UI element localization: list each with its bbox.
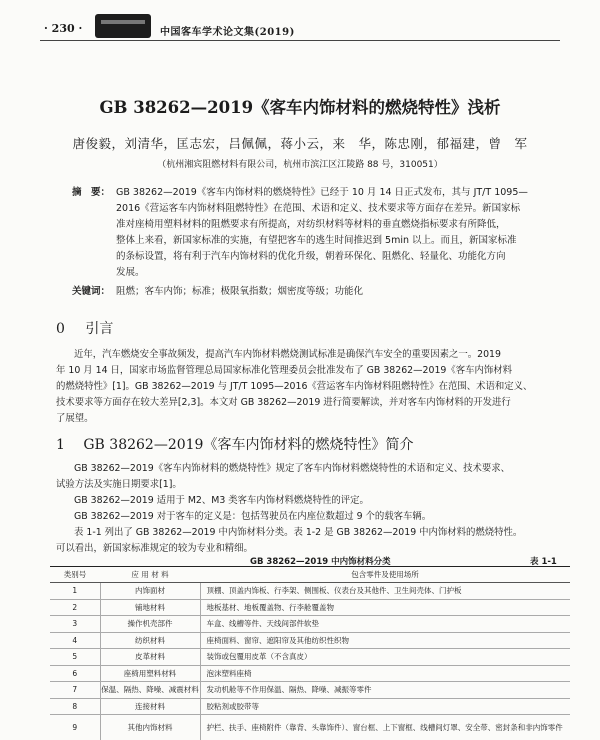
abstract-line: 的条标设置，将有利于汽车内饰材料的优化升级，朝着环保化、阻燃化、轻量化、功能化方向 <box>116 251 506 262</box>
section-title: 引言 <box>85 321 114 337</box>
table-cell: 发动机舱等不作用保温、隔热、降噪、减振等零件 <box>200 682 570 699</box>
table-row <box>50 583 570 600</box>
paragraph-line: 可以看出，新国家标准规定的较为专业和精细。 <box>56 543 253 554</box>
table-cell: 泡沫塑料座椅 <box>200 665 570 682</box>
affiliation: （杭州湘宾阻燃材料有限公司，杭州市滨江区江陵路 88 号，310051） <box>157 160 443 170</box>
paragraph-line: 近年，汽车燃烧安全事故频发，提高汽车内饰材料燃烧测试标准是确保汽车安全的重要因素之一。2019 <box>74 349 501 360</box>
table-row <box>50 616 570 633</box>
section-1-heading <box>56 434 413 454</box>
section-number: 0 <box>56 321 65 337</box>
section-title: GB 38262—2019《客车内饰材料的燃烧特性》简介 <box>83 437 414 453</box>
table-cell: 护栏、扶手、座椅附件（靠背、头靠饰件）、窗台框、上下窗框、线槽间灯罩、安全带、密封条和非内饰零件 <box>200 715 570 740</box>
table-cell: 顶棚、顶盖内饰板、行李架、侧围板、仪表台及其他件、卫生间壳体、门护板 <box>200 583 570 600</box>
paragraph-line: 年 10 月 14 日，国家市场监督管理总局国家标准化管理委员会批准发布了 GB 38262—2019《客车内饰材料 <box>56 365 512 376</box>
paragraph-line: GB 38262—2019 适用于 M2、M3 类客车内饰材料燃烧特性的评定。 <box>74 495 369 506</box>
keywords: 阻燃；客车内饰；标准；极限氧指数；烟密度等级；功能化 <box>116 286 364 297</box>
paragraph-line: 表 1-1 列出了 GB 38262—2019 中内饰材料分类。表 1-2 是 GB 38262—2019 中内饰材料的燃烧特性。 <box>74 527 523 538</box>
paragraph-line: 技术要求等方面存在较大差异[2,3]。本文对 GB 38262—2019 进行简要解读，并对客车内饰材料的开发进行 <box>56 397 511 408</box>
paragraph-line: GB 38262—2019 对于客车的定义是：包括驾驶员在内座位数超过 9 个的载客车辆。 <box>74 511 432 522</box>
table-cell: 座椅用塑料材料 <box>100 665 200 682</box>
header-rule <box>40 40 560 41</box>
abstract-line: 整体上来看，新国家标准的实施，有望把客车的逃生时间推迟到 5min 以上。而且，新国家标准 <box>116 235 517 246</box>
paragraph-line: 的燃烧特性》[1]。GB 38262—2019 与 JT/T 1095—2016《营运客车内饰材料阻燃特性》在范围、术语和定义、 <box>56 381 533 392</box>
article-title: GB 38262—2019《客车内饰材料的燃烧特性》浅析 <box>99 98 501 117</box>
table-cell: 连接材料 <box>100 698 200 715</box>
page-number: · 230 · <box>44 22 83 35</box>
table-cell: 5 <box>50 649 100 666</box>
table-cell: 装饰或包覆用皮革（不含真皮） <box>200 649 570 666</box>
column-header: 包含零件及使用场所 <box>200 567 570 583</box>
abstract-line: GB 38262—2019《客车内饰材料的燃烧特性》已经于 10 月 14 日正式发布，其与 JT/T 1095— <box>116 187 528 198</box>
table-cell: 地板基材、地板覆盖物、行李舱覆盖物 <box>200 599 570 616</box>
paragraph-line: 了展望。 <box>56 413 94 424</box>
table-row <box>50 682 570 699</box>
table-cell: 4 <box>50 632 100 649</box>
column-header: 应 用 材 料 <box>100 567 200 583</box>
keywords-label: 关键词： <box>72 286 111 297</box>
table-cell: 操作机壳部件 <box>100 616 200 633</box>
table-number: 表 1-1 <box>530 557 557 567</box>
table-row <box>50 649 570 666</box>
table-cell: 铺地材料 <box>100 599 200 616</box>
table-row <box>50 599 570 616</box>
table-cell: 保温、隔热、降噪、减震材料 <box>100 682 200 699</box>
section-0-heading <box>56 318 113 338</box>
table-header-row <box>50 567 570 583</box>
table-cell: 其他内饰材料 <box>100 715 200 740</box>
table-cell: 3 <box>50 616 100 633</box>
paragraph-line: GB 38262—2019《客车内饰材料的燃烧特性》规定了客车内饰材料燃烧特性的术语和定义、技术要求、 <box>74 463 510 474</box>
abstract-label: 摘 要： <box>72 187 111 198</box>
section-number: 1 <box>56 437 65 453</box>
table-cell: 9 <box>50 715 100 740</box>
table-title: GB 38262—2019 中内饰材料分类 <box>250 557 391 567</box>
table-cell: 1 <box>50 583 100 600</box>
table-row <box>50 715 570 740</box>
table-row <box>50 698 570 715</box>
book-title: 中国客车学术论文集(2019) <box>160 27 295 38</box>
table-cell: 7 <box>50 682 100 699</box>
table-row <box>50 632 570 649</box>
table-cell: 2 <box>50 599 100 616</box>
abstract-line: 准对座椅用塑料材料的阻燃要求有所提高，对纺织材料等材料的垂直燃烧指标要求有所降低， <box>116 219 506 230</box>
table-row <box>50 665 570 682</box>
book-logo-icon <box>95 14 151 38</box>
table-cell: 8 <box>50 698 100 715</box>
paragraph-line: 试验方法及实施日期要求[1]。 <box>56 479 182 490</box>
table-cell: 6 <box>50 665 100 682</box>
table-cell: 内饰面材 <box>100 583 200 600</box>
abstract-line: 2016《营运客车内饰材料阻燃特性》在范围、术语和定义、技术要求等方面存在差异。新国家标 <box>116 203 521 214</box>
abstract-line: 发展。 <box>116 267 145 278</box>
table-cell: 胶粘剂或胶带等 <box>200 698 570 715</box>
column-header: 类别号 <box>50 567 100 583</box>
materials-table <box>50 566 570 740</box>
table-cell: 座椅面料、窗帘、遮阳帘及其他纺织性织物 <box>200 632 570 649</box>
table-cell: 纺织材料 <box>100 632 200 649</box>
authors: 唐俊毅，刘清华，匡志宏，吕佩佩，蒋小云，来 华，陈忠刚，郁福建，曾 军 <box>72 136 528 151</box>
table-cell: 皮革材料 <box>100 649 200 666</box>
table-cell: 车盒、线槽等件、天线间部件软垫 <box>200 616 570 633</box>
